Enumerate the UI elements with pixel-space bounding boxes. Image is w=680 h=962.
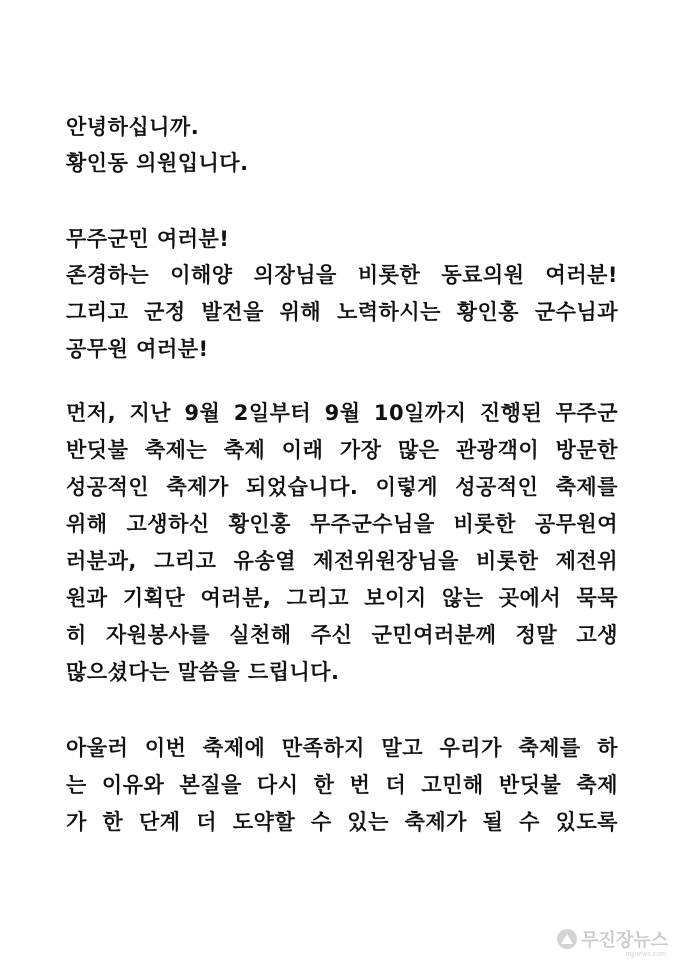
text-line: 황인동 의원입니다. (66, 151, 249, 175)
text-line: 히 자원봉사를 실천해 주신 군민여러분께 정말 고생 (66, 623, 618, 647)
text-line: 위해 고생하신 황인홍 무주군수님을 비롯한 공무원여 (66, 512, 618, 536)
text-line: 성공적인 축제가 되었습니다. 이렇게 성공적인 축제를 (66, 475, 618, 499)
text-line: 존경하는 이해양 의장님을 비롯한 동료의원 여러분! (66, 263, 618, 287)
text-line: 러분과, 그리고 유송열 제전위원장님을 비롯한 제전위 (66, 549, 618, 573)
watermark-label: 무진장뉴스 (581, 930, 668, 950)
text-line: 공무원 여러분! (66, 337, 209, 361)
text-line: 반딧불 축제는 축제 이래 가장 많은 관광객이 방문한 (66, 438, 618, 462)
text-line: 먼저, 지난 9월 2일부터 9월 10일까지 진행된 무주군 (66, 401, 618, 425)
text-line: 무주군민 여러분! (66, 227, 230, 251)
watermark-url: mjjnews.com (625, 951, 666, 958)
mountain-logo-icon (557, 929, 577, 949)
text-line: 안녕하십니까. (66, 115, 200, 139)
text-line: 원과 기획단 여러분, 그리고 보이지 않는 곳에서 묵묵 (66, 586, 618, 610)
watermark (557, 926, 668, 952)
text-line: 그리고 군정 발전을 위해 노력하시는 황인홍 군수님과 (66, 300, 618, 324)
text-line: 가 한 단계 더 도약할 수 있는 축제가 될 수 있도록 (66, 810, 618, 834)
text-line: 많으셨다는 말씀을 드립니다. (66, 660, 340, 684)
text-line: 는 이유와 본질을 다시 한 번 더 고민해 반딧불 축제 (66, 773, 618, 797)
text-line: 아울러 이번 축제에 만족하지 말고 우리가 축제를 하 (66, 736, 618, 760)
